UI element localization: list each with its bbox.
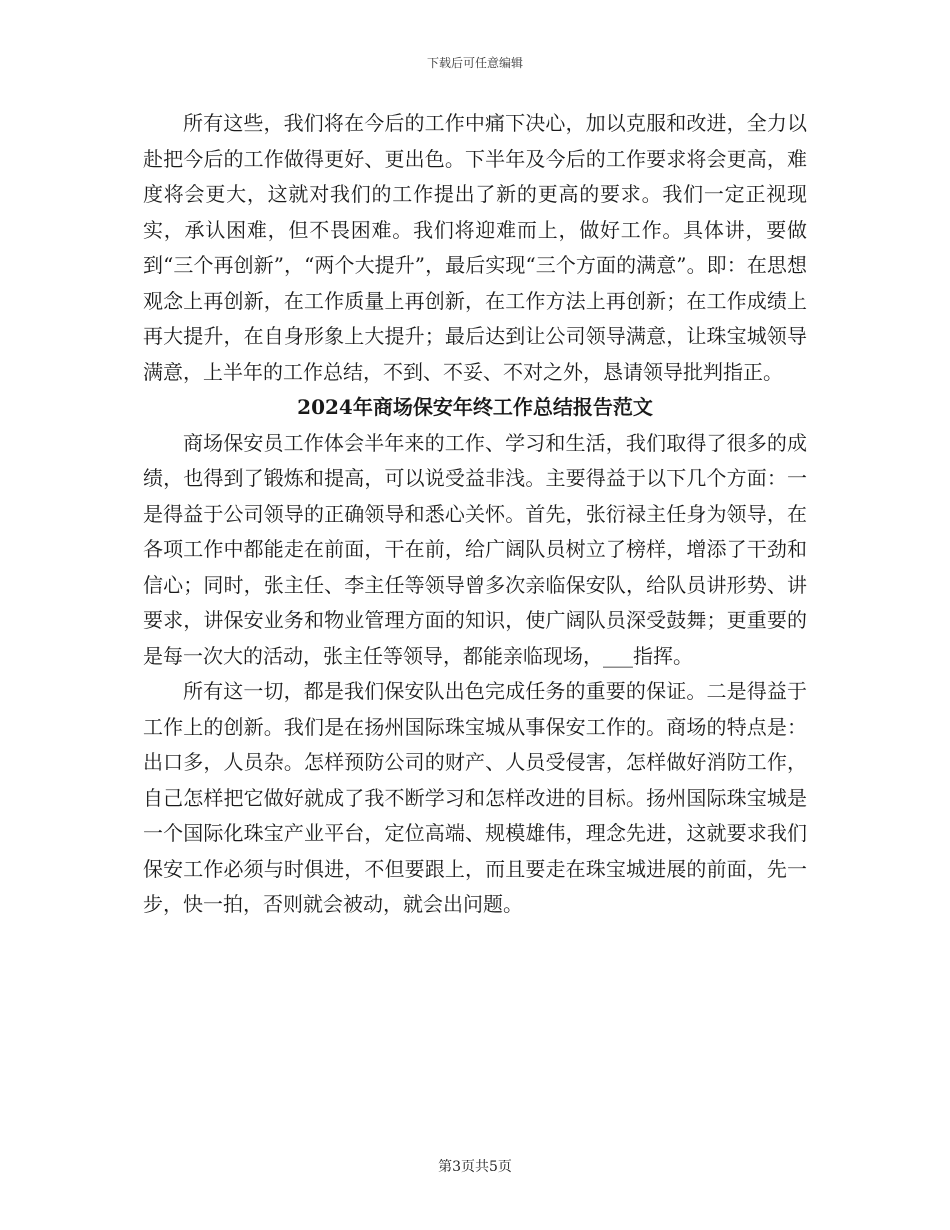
paragraph-3: 所有这一切，都是我们保安队出色完成任务的重要的保证。二是得益于工作上的创新。我们是在扬州国际珠宝城从事保安工作的。商场的特点是：出口多，人员杂。怎样预防公司的财产、人员受侵害，怎样做好消防工作，自己怎样把它做好就成了我不断学习和怎样改进的目标。扬州国际珠宝城是一个国际化珠宝产业平台，定位高端、规模雄伟，理念先进，这就要求我们保安工作必须与时俱进，不但要跟上，而且要走在珠宝城进展的前面，先一步，快一拍，否则就会被动，就会出问题。 [143, 679, 807, 916]
page-footer-number: 第3页共5页 [438, 1159, 512, 1175]
section-title: 2024年商场保安年终工作总结报告范文 [297, 395, 653, 419]
page-header-note: 下载后可任意编辑 [426, 56, 523, 70]
paragraph-1: 所有这些，我们将在今后的工作中痛下决心，加以克服和改进，全力以赴把今后的工作做得更好、更出色。下半年及今后的工作要求将会更高，难度将会更大，这就对我们的工作提出了新的更高的要求。我们一定正视现实，承认困难，但不畏困难。我们将迎难而上，做好工作。具体讲，要做到“三个再创新”，“两个大提升”，最后实现“三个方面的满意”。即：在思想观念上再创新，在工作质量上再创新，在工作方法上再创新；在工作成绩上再大提升，在自身形象上大提升；最后达到让公司领导满意，让珠宝城领导满意，上半年的工作总结，不到、不妥、不对之外，恳请领导批判指正。 [143, 111, 807, 384]
document-body [143, 106, 807, 923]
paragraph-2: 商场保安员工作体会半年来的工作、学习和生活，我们取得了很多的成绩，也得到了锻炼和提高，可以说受益非浅。主要得益于以下几个方面：一是得益于公司领导的正确领导和悉心关怀。首先，张衍禄主任身为领导，在各项工作中都能走在前面，干在前，给广阔队员树立了榜样，增添了干劲和信心；同时，张主任、李主任等领导曾多次亲临保安队，给队员讲形势、讲要求，讲保安业务和物业管理方面的知识，使广阔队员深受鼓舞；更重要的是每一次大的活动，张主任等领导，都能亲临现场，___指挥。 [143, 430, 807, 668]
